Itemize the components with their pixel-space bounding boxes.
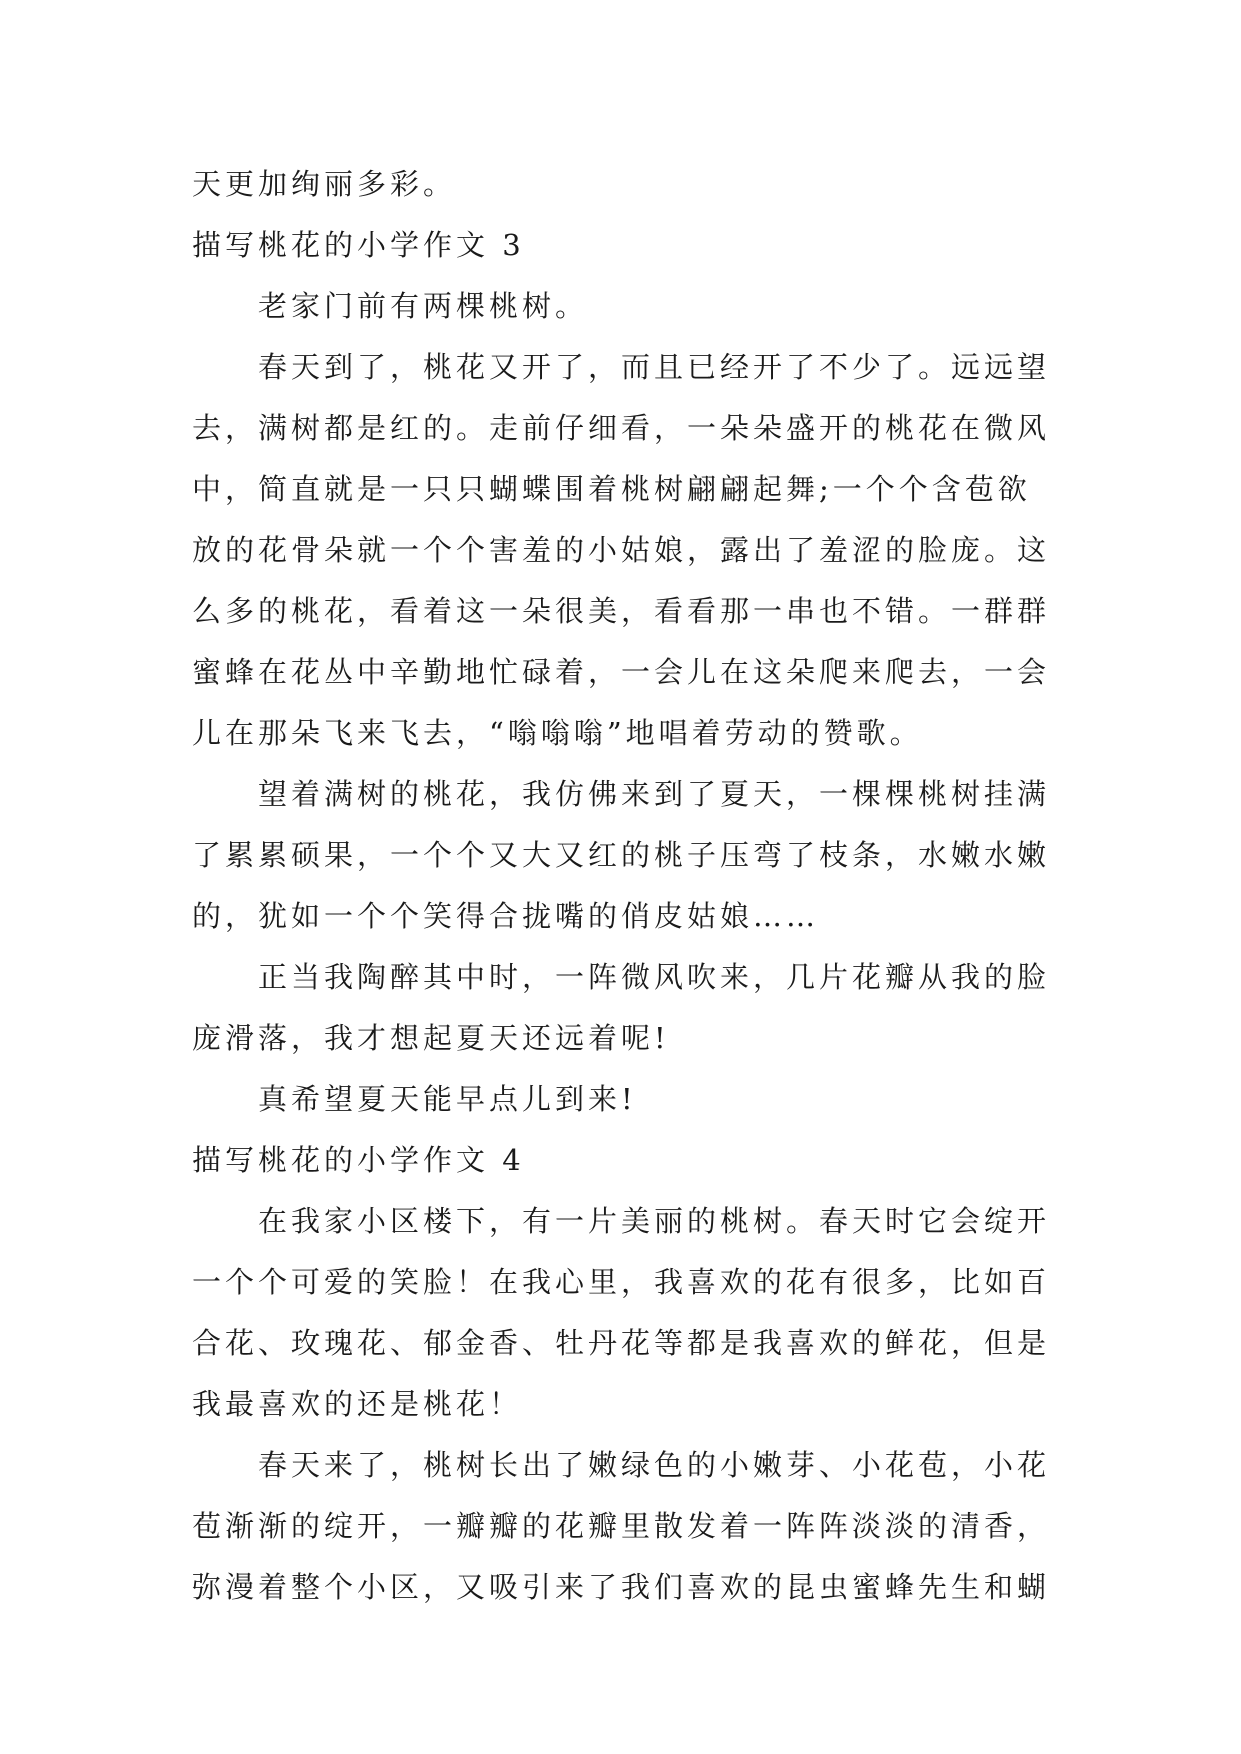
text-line: 春天到了，桃花又开了，而且已经开了不少了。远远望 xyxy=(258,350,1051,384)
document-body xyxy=(192,154,1056,1618)
section-heading: 描写桃花的小学作文 4 xyxy=(192,1143,525,1177)
text-line: 么多的桃花，看着这一朵很美，看看那一串也不错。一群群 xyxy=(192,594,1051,628)
text-line: 真希望夏天能早点儿到来! xyxy=(258,1082,637,1116)
text-line: 弥漫着整个小区，又吸引来了我们喜欢的昆虫蜜蜂先生和蝴 xyxy=(192,1570,1051,1604)
text-line: 老家门前有两棵桃树。 xyxy=(258,289,589,323)
text-line: 的，犹如一个个笑得合拢嘴的俏皮姑娘…… xyxy=(192,899,820,933)
text-line: 春天来了，桃树长出了嫩绿色的小嫩芽、小花苞，小花 xyxy=(258,1448,1051,1482)
text-line: 去，满树都是红的。走前仔细看，一朵朵盛开的桃花在微风 xyxy=(192,411,1051,445)
text-line: 放的花骨朵就一个个害羞的小姑娘，露出了羞涩的脸庞。这 xyxy=(192,533,1051,567)
text-line: 天更加绚丽多彩。 xyxy=(192,167,457,201)
text-line: 我最喜欢的还是桃花！ xyxy=(192,1387,523,1421)
text-line: 儿在那朵飞来飞去，“嗡嗡嗡”地唱着劳动的赞歌。 xyxy=(192,716,923,750)
text-line: 庞滑落，我才想起夏天还远着呢! xyxy=(192,1021,670,1055)
text-line: 望着满树的桃花，我仿佛来到了夏天，一棵棵桃树挂满 xyxy=(258,777,1051,811)
text-line: 正当我陶醉其中时，一阵微风吹来，几片花瓣从我的脸 xyxy=(258,960,1051,994)
text-line: 中，简直就是一只只蝴蝶围着桃树翩翩起舞;一个个含苞欲 xyxy=(192,472,1031,506)
text-line: 合花、玫瑰花、郁金香、牡丹花等都是我喜欢的鲜花，但是 xyxy=(192,1326,1051,1360)
text-line: 苞渐渐的绽开，一瓣瓣的花瓣里散发着一阵阵淡淡的清香， xyxy=(192,1509,1051,1543)
text-line: 蜜蜂在花丛中辛勤地忙碌着，一会儿在这朵爬来爬去，一会 xyxy=(192,655,1051,689)
text-line: 了累累硕果，一个个又大又红的桃子压弯了枝条，水嫩水嫩 xyxy=(192,838,1051,872)
text-line: 在我家小区楼下，有一片美丽的桃树。春天时它会绽开 xyxy=(258,1204,1051,1238)
section-heading: 描写桃花的小学作文 3 xyxy=(192,228,525,262)
text-line: 一个个可爱的笑脸！在我心里，我喜欢的花有很多，比如百 xyxy=(192,1265,1051,1299)
